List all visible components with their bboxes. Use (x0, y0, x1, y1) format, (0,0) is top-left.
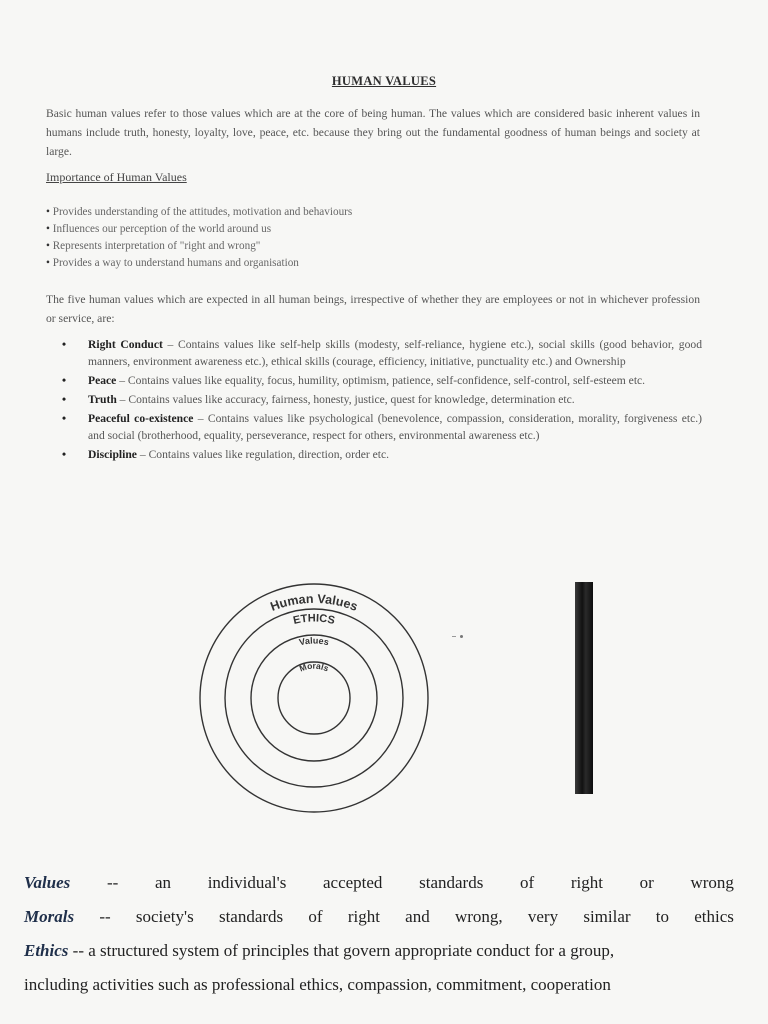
value-desc: – Contains values like equality, focus, humility, optimism, patience, self-confidence, self-control, self-esteem etc. (116, 374, 646, 387)
list-item: • Discipline – Contains values like regulation, direction, order etc. (62, 448, 390, 461)
word: to (655, 907, 670, 926)
ring-label: ETHICS (292, 612, 336, 627)
definition-ethics (24, 934, 734, 968)
term-ethics: Ethics (24, 941, 69, 960)
word: of (308, 907, 323, 926)
list-item: • Peaceful co-existence – Contains values like psychological (benevolence, compassion, consideration, morality, forgiveness etc.) and social (brotherhood, equality, perseverance, respect for others, environmental awareness etc.) (62, 412, 702, 442)
importance-heading: Importance of Human Values (46, 170, 187, 184)
word: -- (99, 907, 111, 926)
scan-speck (460, 635, 463, 638)
value-name: Truth (88, 393, 117, 406)
word: accepted (322, 873, 383, 892)
word: of (520, 873, 535, 892)
word: right (570, 873, 603, 892)
term-values: Values (24, 873, 71, 892)
value-desc: – Contains values like regulation, direction, order etc. (136, 448, 390, 461)
word: standards (419, 873, 484, 892)
ethics-text: -- a structured system of principles that govern appropriate conduct for a group, (68, 941, 615, 960)
word: very (527, 907, 559, 926)
word: individual's (207, 873, 287, 892)
word: society's (135, 907, 194, 926)
definition-values (24, 866, 734, 900)
word: an (154, 873, 172, 892)
definition-ethics-continued (24, 968, 734, 1002)
word: wrong, (454, 907, 503, 926)
word: or (639, 873, 654, 892)
ring-label: Human Values (268, 591, 360, 614)
concentric-circles-diagram (186, 578, 442, 818)
list-item: • Right Conduct – Contains values like self-help skills (modesty, self-reliance, hygiene etc.), social skills (good behavior, good manners, environment awareness etc.), ethical skills (courage, efficiency, initiative, punctuality etc.) and Ownership (62, 338, 702, 368)
word: standards (218, 907, 284, 926)
word: and (405, 907, 430, 926)
scan-speck (452, 636, 456, 637)
value-desc: – Contains values like accuracy, fairness, honesty, justice, quest for knowledge, determination etc. (116, 393, 575, 406)
list-item: • Influences our perception of the world around us (46, 221, 706, 238)
ring-label: Values (298, 635, 330, 648)
list-item: • Peace – Contains values like equality, focus, humility, optimism, patience, self-confidence, self-control, self-esteem etc. (62, 374, 646, 387)
ring-values (251, 635, 377, 761)
value-name: Peace (88, 374, 117, 387)
ring-morals (278, 662, 350, 734)
value-name: Peaceful co-existence (88, 412, 194, 425)
five-values-intro: The five human values which are expected in all human beings, irrespective of whether they are employees or not in whichever profession or service, are: (46, 293, 700, 325)
vertical-bar (575, 582, 593, 794)
value-desc: – Contains values like self-help skills (modesty, self-reliance, hygiene etc.), social skills (good behavior, good manners, environment awareness etc.), ethical skills (courage, efficiency, initiative, punctuality etc.) and Ownership (88, 338, 702, 368)
definitions (24, 866, 734, 1002)
ring-label: Morals (297, 660, 331, 674)
term-morals: Morals (24, 907, 75, 926)
word: -- (106, 873, 119, 892)
word: similar (583, 907, 631, 926)
importance-list (46, 204, 706, 272)
list-item: • Represents interpretation of "right and wrong" (46, 238, 706, 255)
definition-morals (24, 900, 734, 934)
word: ethics (694, 907, 734, 926)
list-item: • Provides understanding of the attitudes, motivation and behaviours (46, 204, 706, 221)
value-desc: – Contains values like psychological (benevolence, compassion, consideration, morality, forgiveness etc.) and social (brotherhood, equality, perseverance, respect for others, environmental awareness etc.) (88, 412, 702, 442)
ethics-continuation: including activities such as professional ethics, compassion, commitment, cooperation (24, 975, 611, 994)
intro-paragraph: Basic human values refer to those values which are at the core of being human. The values which are considered basic inherent values in humans include truth, honesty, loyalty, love, peace, etc. because they bring out the fundamental goodness of human beings and society at large. (46, 107, 700, 158)
word: wrong (690, 873, 734, 892)
five-values-list (62, 336, 702, 465)
page-title: HUMAN VALUES (331, 74, 437, 88)
value-name: Discipline (88, 448, 137, 461)
list-item: • Truth – Contains values like accuracy, fairness, honesty, justice, quest for knowledge, determination etc. (62, 393, 575, 406)
word: right (347, 907, 380, 926)
value-name: Right Conduct (88, 338, 163, 351)
list-item: • Provides a way to understand humans and organisation (46, 255, 706, 272)
